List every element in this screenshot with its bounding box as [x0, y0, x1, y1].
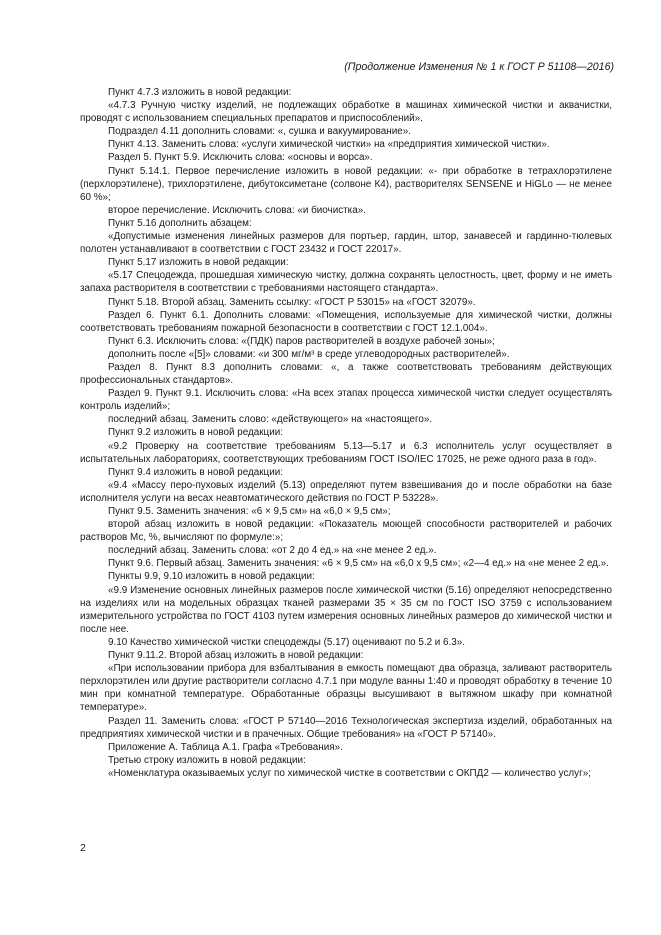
page-number: 2 — [80, 842, 86, 854]
paragraph: Пункт 5.16 дополнить абзацем: — [108, 217, 252, 229]
paragraph: Третью строку изложить в новой редакции: — [108, 754, 306, 766]
paragraph: Приложение А. Таблица А.1. Графа «Требования». — [108, 741, 343, 753]
paragraph: Пункт 9.11.2. Второй абзац изложить в новой редакции: — [108, 650, 364, 662]
paragraph: Пункты 9.9, 9.10 изложить в новой редакции: — [108, 571, 315, 583]
paragraph: Пункт 4.13. Заменить слова: «услуги химической чистки» на «предприятия химической чистки». — [108, 139, 550, 151]
paragraph: «9.9 Изменение основных линейных размеров после химической чистки (5.16) определяют непосредственно на изделиях или на модельных образцах тканей размерами 35 × 35 см по ГОСТ ISO 3759 с использованием измерительного устройства по ГОСТ 4103 путем измерения основных линейных размеров до химической чистки и после нее. — [80, 584, 612, 635]
paragraph: Пункт 9.6. Первый абзац. Заменить значения: «6 × 9,5 см» на «6,0 х 9,5 см»; «2—4 ед.» на «не менее 2 ед.». — [108, 558, 609, 570]
paragraph: «4.7.3 Ручную чистку изделий, не подлежащих обработке в машинах химической чистки и аквачистки, проводят с использованием специальных препаратов и приспособлений». — [80, 100, 612, 125]
paragraph: Пункт 5.17 изложить в новой редакции: — [108, 257, 289, 269]
paragraph: второе перечисление. Исключить слова: «и биочистка». — [108, 204, 366, 216]
paragraph: «9.4 «Массу перо-пуховых изделий (5.13) определяют путем взвешивания до и после обработки на базе исполнителя услуги на весах неавтоматического действия по ГОСТ Р 53228». — [80, 479, 612, 504]
paragraph: дополнить после «[5]» словами: «и 300 мг/м³ в среде углеводородных растворителей». — [108, 348, 510, 360]
paragraph: Раздел 11. Заменить слова: «ГОСТ Р 57140—2016 Технологическая экспертиза изделий, обработанных на предприятиях химической чистки и в прачечных. Общие требования» на «ГОСТ Р 57140». — [80, 715, 612, 740]
paragraph: Пункт 4.7.3 изложить в новой редакции: — [108, 87, 292, 98]
paragraph: «Допустимые изменения линейных размеров для портьер, гардин, штор, занавесей и гардинно-тюлевых полотен устанавливают в соответствии с ГОСТ 23432 и ГОСТ 22017». — [80, 231, 612, 256]
paragraph: Раздел 8. Пункт 8.3 дополнить словами: «, а также соответствовать требованиям действующих профессиональных стандартов». — [80, 361, 612, 387]
paragraph: «Номенклатура оказываемых услуг по химической чистке в соответствии с ОКПД2 — количество услуг»; — [108, 767, 591, 779]
paragraph: второй абзац изложить в новой редакции: «Показатель моющей способности растворителей и рабочих растворов Мс, %, вычисляют по формуле:»; — [80, 519, 612, 544]
paragraph: последний абзац. Заменить слова: «от 2 до 4 ед.» на «не менее 2 ед.». — [108, 545, 437, 557]
paragraph: последний абзац. Заменить слово: «действующего» на «настоящего». — [108, 414, 433, 426]
paragraph: Раздел 5. Пункт 5.9. Исключить слова: «основы и ворса». — [108, 152, 373, 164]
paragraph: Пункт 6.3. Исключить слова: «(ПДК) паров растворителей в воздухе рабочей зоны»; — [108, 335, 495, 347]
paragraph: «При использовании прибора для взбалтывания в емкость помещают два образца, заливают растворитель перхлорэтилен или другие растворители согласно 4.7.1 при модуле ванны 1:40 и проводят обработку в течение 10 мин при комнатной температуре. Обработанные образцы высушивают в вытяжном шкафу при комнатной температуре». — [80, 663, 612, 714]
paragraph: Подраздел 4.11 дополнить словами: «, сушка и вакуумирование». — [108, 126, 411, 138]
paragraph: 9.10 Качество химической чистки спецодежды (5.17) оценивают по 5.2 и 6.3». — [108, 636, 466, 648]
paragraph: Пункт 9.5. Заменить значения: «6 × 9,5 см» на «6,0 × 9,5 см»; — [108, 506, 391, 517]
paragraph: «9.2 Проверку на соответствие требованиям 5.13—5.17 и 6.3 исполнитель услуг осуществляет в испытательных лабораториях, соответствующих требованиям ГОСТ ISO/IEC 17025, не реже одного раза в год». — [80, 440, 612, 465]
paragraph: Пункт 5.18. Второй абзац. Заменить ссылку: «ГОСТ Р 53015» на «ГОСТ 32079». — [108, 296, 476, 308]
document-body — [80, 86, 612, 780]
paragraph: Раздел 6. Пункт 6.1. Дополнить словами: «Помещения, используемые для химической чистки, должны соответствовать требованиям пожарной безопасности в соответствии с ГОСТ 12.1.004». — [80, 309, 612, 334]
paragraph: Пункт 9.4 изложить в новой редакции: — [108, 466, 283, 478]
paragraph: Раздел 9. Пункт 9.1. Исключить слова: «На всех этапах процесса химической чистки следует осуществлять контроль изделий»; — [80, 388, 612, 413]
paragraph: «5.17 Спецодежда, прошедшая химическую чистку, должна сохранять целостность, цвет, форму и не иметь запаха растворителя в соответствии с требованиями настоящего стандарта». — [80, 270, 612, 295]
paragraph: Пункт 9.2 изложить в новой редакции: — [108, 427, 283, 439]
running-header: (Продолжение Изменения № 1 к ГОСТ Р 51108—2016) — [344, 61, 614, 73]
paragraph: Пункт 5.14.1. Первое перечисление изложить в новой редакции: «- при обработке в тетрахлорэтилене (перхлорэтилене), трихлорэтилене, дибутоксиметане (солвоне К4), растворителях SENSENE и HiGLo — не менее 60 %»; — [80, 165, 612, 203]
